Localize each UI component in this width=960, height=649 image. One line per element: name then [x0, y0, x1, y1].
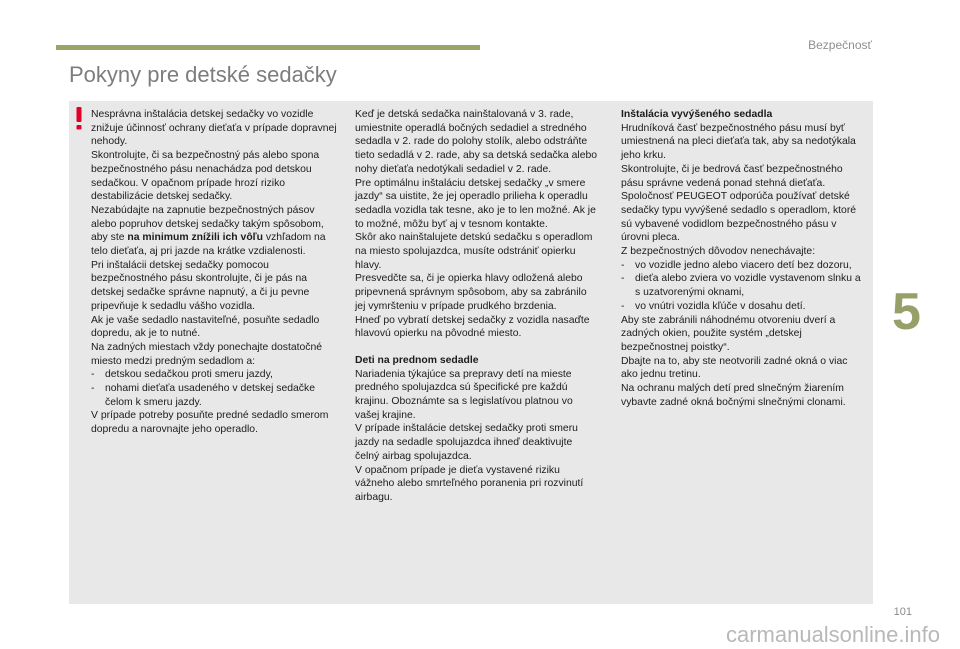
emphasis-text: na minimum znížili ich vôľu [127, 232, 264, 244]
page-title: Pokyny pre detské sedačky [69, 62, 337, 87]
warning-exclamation-icon [74, 106, 84, 130]
section-heading: Deti na prednom sedadle [355, 354, 479, 366]
watermark: carmanualsonline.info [725, 622, 940, 647]
paragraph [91, 204, 339, 259]
section-label: Bezpečnosť [808, 38, 872, 52]
section-heading: Inštalácia vyvýšeného sedadla [621, 109, 773, 120]
dash-marker: - [621, 300, 625, 312]
paragraph: Na ochranu malých detí pred slnečným žiarením vybavte zadné okná bočnými slnečnými clonami. [621, 383, 846, 408]
list-item [621, 259, 866, 273]
list-item [91, 382, 339, 409]
paragraph: V opačnom prípade je dieťa vystavené riziku vážneho alebo smrteľného poranenia pri rozvinutí airbagu. [355, 464, 584, 503]
paragraph: V prípade potreby posuňte predné sedadlo smerom dopredu a narovnajte jeho operadlo. [91, 410, 329, 436]
warning-column [91, 108, 339, 437]
paragraph: V prípade inštalácie detskej sedačky proti smeru jazdy na sedadle spolujazdca ihneď deaktivujte čelný airbag spolujazdca. [355, 423, 578, 462]
paragraph: Keď je detská sedačka nainštalovaná v 3. rade, umiestnite operadlá bočných sedadiel a stredného sedadla v 2. rade do polohy stolík, alebo odstráňte tieto sedadlá v 2. rade, aby sa detská sedačka alebo nohy dieťaťa nedotýkali sedadiel v 2. rade. [355, 109, 598, 175]
list-item [621, 300, 866, 314]
paragraph: Z bezpečnostných dôvodov nenechávajte: [621, 246, 816, 258]
paragraph-text: Nezabúdajte na zapnutie bezpečnostných pásov alebo popruhov detskej sedačky takým spôsobom, aby ste [91, 204, 324, 244]
list-item-text: nohami dieťaťa usadeného v detskej sedačke čelom k smeru jazdy. [105, 383, 315, 408]
paragraph: Na zadných miestach vždy ponechajte dostatočné miesto medzi predným sedadlom a: [91, 341, 323, 367]
paragraph: Skôr ako nainštalujete detskú sedačku s operadlom na miesto spolujazdca, musíte odstrániť opierku hlavy. [355, 232, 593, 271]
paragraph: Nesprávna inštalácia detskej sedačky vo vozidle znižuje účinnosť ochrany dieťaťa v prípade dopravnej nehody. [91, 109, 337, 148]
paragraph: Ak je vaše sedadlo nastaviteľné, posuňte sedadlo dopredu, ak je to nutné. [91, 314, 320, 340]
paragraph: Presvedčte sa, či je opierka hlavy odložená alebo pripevnená správnym spôsobom, aby sa zabránilo jej vymršteniu v prípade prudkého brzdenia. [355, 273, 587, 312]
dash-marker: - [91, 383, 95, 395]
chapter-number: 5 [892, 283, 921, 341]
paragraph: Skontrolujte, či sa bezpečnostný pás alebo spona bezpečnostného pásu nenachádza pod detskou sedačkou. V opačnom prípade hrozí riziko destabilizácie detskej sedačky. [91, 150, 320, 203]
list-item-text: vo vozidle jedno alebo viacero detí bez dozoru, [635, 259, 852, 271]
dash-marker: - [621, 259, 625, 271]
right-column [621, 108, 866, 409]
list-item [621, 272, 866, 299]
list-item [91, 368, 339, 382]
list-item-text: detskou sedačkou proti smeru jazdy, [105, 369, 273, 381]
paragraph: Pre optimálnu inštaláciu detskej sedačky „v smere jazdy“ sa uistite, že jej operadlo prilieha k operadlu sedadla vozidla tak tesne, ako je to len možné. Ak je to možné, môžu byť aj v tesnom kontakte. [355, 177, 596, 230]
paragraph-text: vzhľadom na telo dieťaťa, aj pri jazde na krátke vzdialenosti. [91, 232, 326, 258]
middle-column [355, 108, 598, 505]
dash-marker: - [621, 273, 625, 285]
paragraph: Skontrolujte, či je bedrová časť bezpečnostného pásu správne vedená ponad stehná dieťaťa. [621, 163, 843, 189]
dash-marker: - [91, 369, 95, 381]
list-item-text: dieťa alebo zviera vo vozidle vystavenom slnku a s uzatvorenými oknami, [635, 273, 861, 299]
paragraph: Hrudníková časť bezpečnostného pásu musí byť umiestnená na pleci dieťaťa tak, aby sa nedotýkala jeho krku. [621, 122, 856, 162]
paragraph: Hneď po vybratí detskej sedačky z vozidla nasaďte hlavovú opierku na pôvodné miesto. [355, 314, 590, 340]
paragraph: Aby ste zabránili náhodnému otvoreniu dverí a zadných okien, použite systém „detskej bezpečnostnej poistky“. [621, 314, 836, 353]
paragraph: Spoločnosť PEUGEOT odporúča používať detské sedačky typu vyvýšené sedadlo s operadlom, ktoré sú vybavené vodidlom bezpečnostného pásu v úrovni pleca. [621, 191, 857, 244]
page-number: 101 [893, 606, 912, 618]
paragraph: Nariadenia týkajúce sa prepravy detí na mieste predného spolujazdca sú špecifické pre každú krajinu. Oboznámte sa s legislatívou platnou vo vašej krajine. [355, 368, 573, 421]
header-accent-bar [56, 45, 480, 50]
list-item-text: vo vnútri vozidla kľúče v dosahu detí. [635, 300, 806, 312]
paragraph: Pri inštalácii detskej sedačky pomocou bezpečnostného pásu skontrolujte, či je pás na detskej sedačke správne napnutý, a či ju pevne pripevňuje k sedadlu vášho vozidla. [91, 259, 310, 312]
paragraph: Dbajte na to, aby ste neotvorili zadné okná o viac ako jednu tretinu. [621, 355, 848, 381]
